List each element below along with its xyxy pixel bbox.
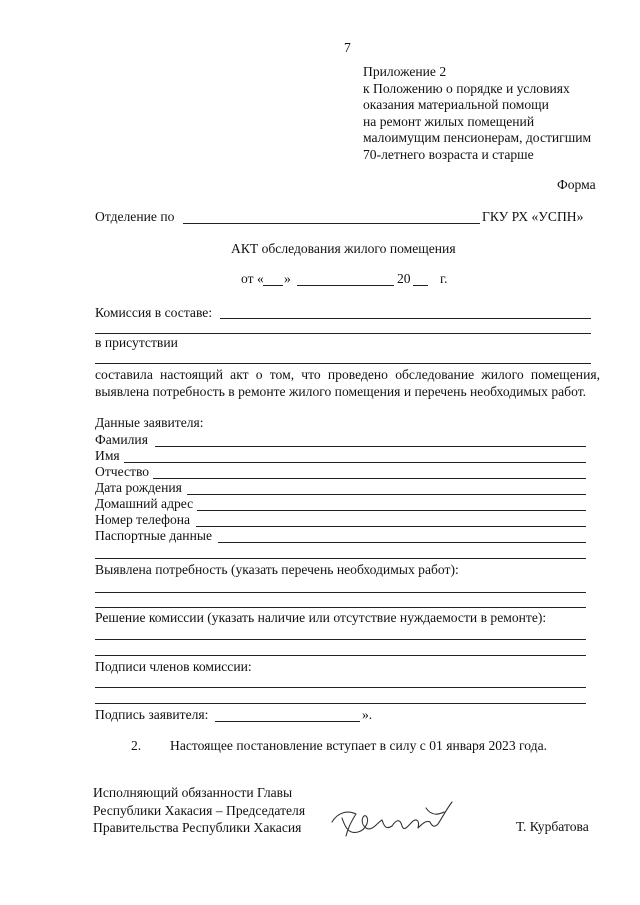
applicant-signature-line[interactable]: [215, 721, 360, 722]
department-prefix: Отделение по: [95, 209, 175, 224]
signatory-block: [93, 784, 305, 837]
signatory-line: Исполняющий обязанности Главы: [93, 785, 293, 800]
need-label: Выявлена потребность (указать перечень необходимых работ):: [95, 562, 459, 577]
commission-input-line-2[interactable]: [95, 333, 591, 334]
date-day-line[interactable]: [263, 285, 283, 286]
presence-label: в присутствии: [95, 335, 178, 350]
decision-input-line[interactable]: [95, 639, 586, 640]
signatures-label: Подписи членов комиссии:: [95, 659, 252, 674]
surname-label: Фамилия: [95, 432, 148, 447]
page-number: 7: [344, 40, 351, 55]
birthdate-label: Дата рождения: [95, 480, 182, 495]
appendix-line: малоимущим пенсионерам, достигшим: [363, 130, 592, 145]
date-year-prefix: 20: [397, 271, 411, 286]
applicant-heading: Данные заявителя:: [95, 415, 204, 430]
appendix-line: на ремонт жилых помещений: [363, 113, 535, 129]
date-month-line[interactable]: [297, 285, 394, 286]
signatory-line: Правительства Республики Хакасия: [93, 820, 302, 835]
commission-label: Комиссия в составе:: [95, 305, 213, 320]
appendix-line: к Положению о порядке и условиях: [363, 80, 570, 96]
signatures-input-line[interactable]: [95, 687, 586, 688]
signatory-line: Республики Хакасия – Председателя: [93, 802, 306, 818]
appendix-line: оказания материальной помощи: [363, 97, 549, 112]
patronymic-input-line[interactable]: [153, 478, 586, 479]
phone-label: Номер телефона: [95, 512, 191, 527]
signatory-name: Т. Курбатова: [516, 819, 589, 834]
department-input-line[interactable]: [183, 223, 480, 224]
address-input-line[interactable]: [197, 510, 586, 511]
applicant-signature-end: ».: [362, 707, 373, 722]
form-label: Форма: [557, 177, 596, 192]
handwritten-signature: [326, 796, 462, 844]
decision-input-line-2[interactable]: [95, 655, 586, 656]
passport-label: Паспортные данные: [95, 528, 213, 543]
applicant-signature-label: Подпись заявителя:: [95, 707, 209, 722]
need-input-line[interactable]: [95, 592, 586, 593]
passport-input-line-2[interactable]: [95, 558, 586, 559]
passport-input-line[interactable]: [218, 542, 586, 543]
surname-input-line[interactable]: [155, 446, 586, 447]
date-from: от «: [241, 271, 264, 286]
date-quote-close: »: [284, 271, 291, 286]
signatures-input-line-2[interactable]: [95, 703, 586, 704]
clause-text: Настоящее постановление вступает в силу с 01 января 2023 года.: [170, 738, 548, 753]
phone-input-line[interactable]: [196, 526, 586, 527]
address-label: Домашний адрес: [95, 496, 194, 511]
date-year-line[interactable]: [413, 285, 428, 286]
appendix-line: 70-летнего возраста и старше: [363, 146, 534, 162]
commission-input-line[interactable]: [220, 318, 591, 319]
act-title: АКТ обследования жилого помещения: [231, 241, 456, 256]
name-input-line[interactable]: [124, 462, 586, 463]
department-suffix: ГКУ РХ «УСПН»: [482, 209, 584, 224]
appendix-line: Приложение 2: [363, 64, 447, 79]
birthdate-input-line[interactable]: [187, 494, 586, 495]
date-g: г.: [440, 271, 448, 286]
presence-input-line[interactable]: [95, 363, 591, 364]
name-label: Имя: [95, 448, 120, 463]
need-input-line-2[interactable]: [95, 607, 586, 608]
appendix-block: [363, 64, 591, 163]
act-paragraph: составила настоящий акт о том, что проведено обследование жилого помещения, выявлена потребность в ремонте жилого помещения и перечень необходимых работ.: [95, 367, 600, 399]
patronymic-label: Отчество: [95, 464, 150, 479]
decision-label: Решение комиссии (указать наличие или отсутствие нуждаемости в ремонте):: [95, 610, 547, 625]
clause-number: 2.: [131, 738, 142, 753]
